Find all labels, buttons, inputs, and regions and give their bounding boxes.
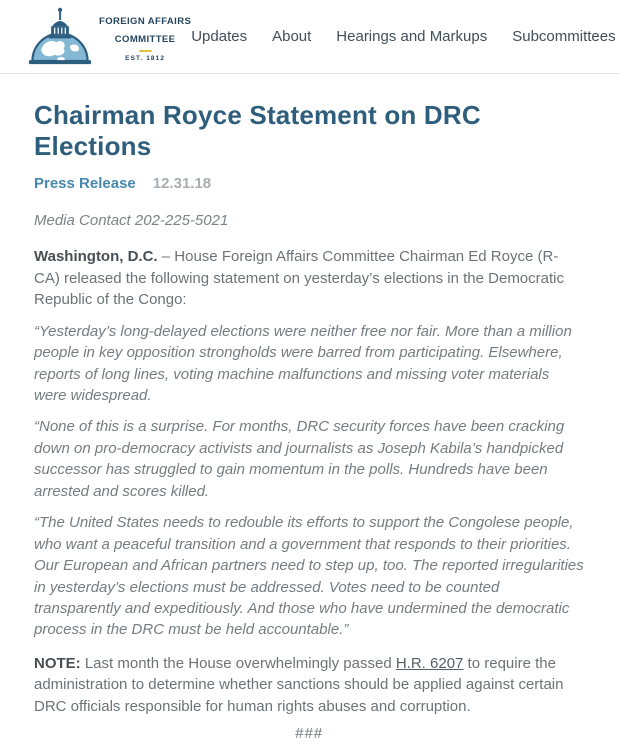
press-release-article <box>0 74 620 754</box>
hr-6207-link[interactable]: H.R. 6207 <box>395 654 464 672</box>
logo-org-name: FOREIGN AFFAIRS COMMITTEE <box>99 16 192 45</box>
quote-paragraph-1: “Yesterday’s long-delayed elections were neither free nor fair. More than a million people in key opposition strongholds were barred from participating. Elsewhere, reports of long lines, voting machine malfunctions and missing voter materials were widespread. <box>34 322 572 404</box>
quote-paragraph-3: “The United States needs to redouble its efforts to support the Congolese people, who want a peaceful transition and a government that responds to their priorities. Our European and African partners need to step up, too. The reported irregularities in yesterday’s elections must be addressed. Votes need to be counted transparently and expeditiously. And those who have undermined the democratic process in the DRC must be held accountable.” <box>34 514 584 639</box>
main-nav <box>191 28 615 45</box>
end-mark: ### <box>294 725 324 743</box>
lead-paragraph: Washington, D.C. – House Foreign Affairs Committee Chairman Ed Royce (R-CA) released the following statement on yesterday’s elections in the Democratic Republic of the Congo: <box>34 248 564 309</box>
site-header <box>0 0 620 74</box>
capitol-globe-icon <box>28 6 92 68</box>
quote-paragraph-2: “None of this is a surprise. For months, DRC security forces have been cracking down on pro-democracy activists and journalists as Joseph Kabila’s handpicked successor has struggled to gain momentum in the polls. Hundreds have been arrested and scores killed. <box>34 418 565 500</box>
note-paragraph: NOTE: Last month the House overwhelmingly passed H.R. 6207 to require the administration to determine whether sanctions should be applied against certain DRC officials responsible for human rights abuses and corruption. <box>34 654 564 715</box>
category-label: Press Release <box>34 175 136 193</box>
note-label: NOTE: <box>34 654 81 672</box>
logo-text <box>99 11 191 62</box>
article-meta <box>34 175 584 192</box>
logo-established-date: EST. 1812 <box>125 55 166 62</box>
dateline: Washington, D.C. <box>34 248 158 266</box>
committee-logo-link[interactable] <box>28 6 191 68</box>
publish-date: 12.31.18 <box>152 175 212 193</box>
nav-item-hearings-and-markups[interactable]: Hearings and Markups <box>336 28 488 45</box>
media-contact-line: Media Contact 202-225-5021 <box>34 212 229 230</box>
page-title: Chairman Royce Statement on DRC Elections <box>34 100 481 162</box>
nav-item-about[interactable]: About <box>272 28 312 45</box>
nav-item-subcommittees[interactable]: Subcommittees <box>512 28 616 45</box>
logo-gold-divider <box>139 50 152 52</box>
nav-item-updates[interactable]: Updates <box>191 28 248 45</box>
